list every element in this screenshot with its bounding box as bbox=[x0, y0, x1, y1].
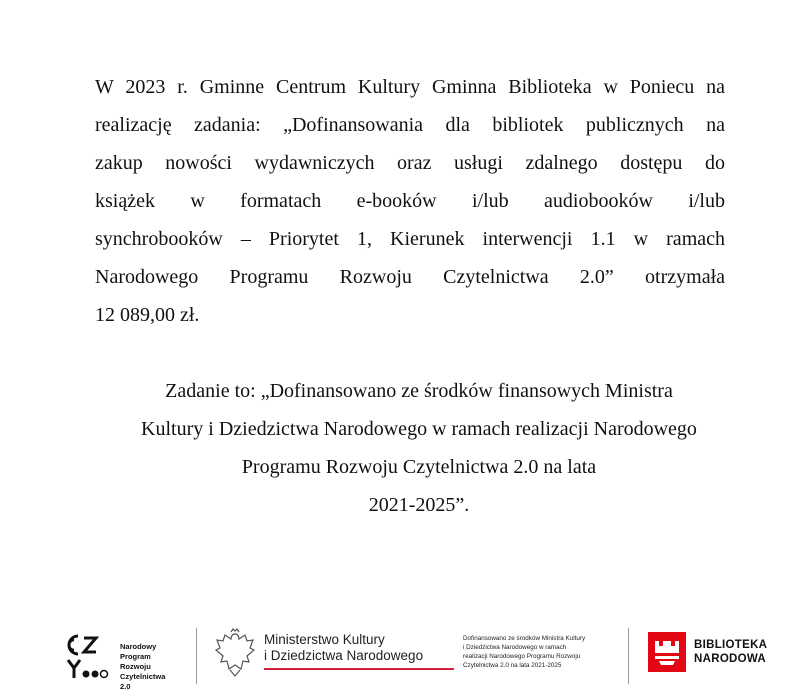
library-logo-icon bbox=[648, 632, 686, 672]
funding-note: Dofinansowano ze środków Ministra Kultury i Dziedzictwa Narodowego w ramach realizacji Narodowego Programu Rozwoju Czytelnictwa 2.0 na lata 2021-2025 bbox=[463, 635, 586, 669]
ministry-name: Ministerstwo Kultury i Dziedzictwa Narodowego bbox=[264, 632, 424, 663]
nprc-logo-text: Narodowy Program Rozwoju Czytelnictwa 2.0 bbox=[120, 642, 166, 691]
text-line: zakup nowości wydawniczych oraz usługi zdalnego dostępu do bbox=[95, 152, 725, 174]
text-line: 2021-2025”. bbox=[368, 494, 470, 516]
divider bbox=[196, 628, 197, 684]
amount-line: 12 089,00 zł. bbox=[95, 304, 200, 326]
library-logo-block bbox=[648, 632, 788, 684]
nprc-logo-icon bbox=[64, 632, 116, 682]
divider bbox=[628, 628, 629, 684]
text-line: Zadanie to: „Dofinansowano ze środków finansowych Ministra bbox=[165, 380, 673, 402]
logo-footer bbox=[0, 620, 811, 700]
text-line: Kultury i Dziedzictwa Narodowego w ramach realizacji Narodowego bbox=[141, 418, 697, 440]
ministry-accent-bar bbox=[264, 668, 454, 670]
announcement-paragraph bbox=[95, 68, 725, 334]
text-line: W 2023 r. Gminne Centrum Kultury Gminna Biblioteka w Poniecu na bbox=[95, 76, 725, 98]
ministry-logo-block bbox=[214, 628, 444, 688]
library-name: BIBLIOTEKA NARODOWA bbox=[694, 639, 768, 665]
text-line: Programu Rozwoju Czytelnictwa 2.0 na lata bbox=[241, 456, 597, 478]
text-line: realizację zadania: „Dofinansowania dla bibliotek publicznych na bbox=[95, 114, 725, 136]
text-line: Narodowego Programu Rozwoju Czytelnictwa 2.0” otrzymała bbox=[95, 266, 725, 288]
eagle-emblem-icon bbox=[214, 628, 256, 680]
nprc-logo-block bbox=[64, 632, 184, 692]
funding-paragraph bbox=[60, 372, 778, 524]
text-line: książek w formatach e-booków i/lub audiobooków i/lub bbox=[95, 190, 725, 212]
text-line: synchrobooków – Priorytet 1, Kierunek interwencji 1.1 w ramach bbox=[95, 228, 725, 250]
